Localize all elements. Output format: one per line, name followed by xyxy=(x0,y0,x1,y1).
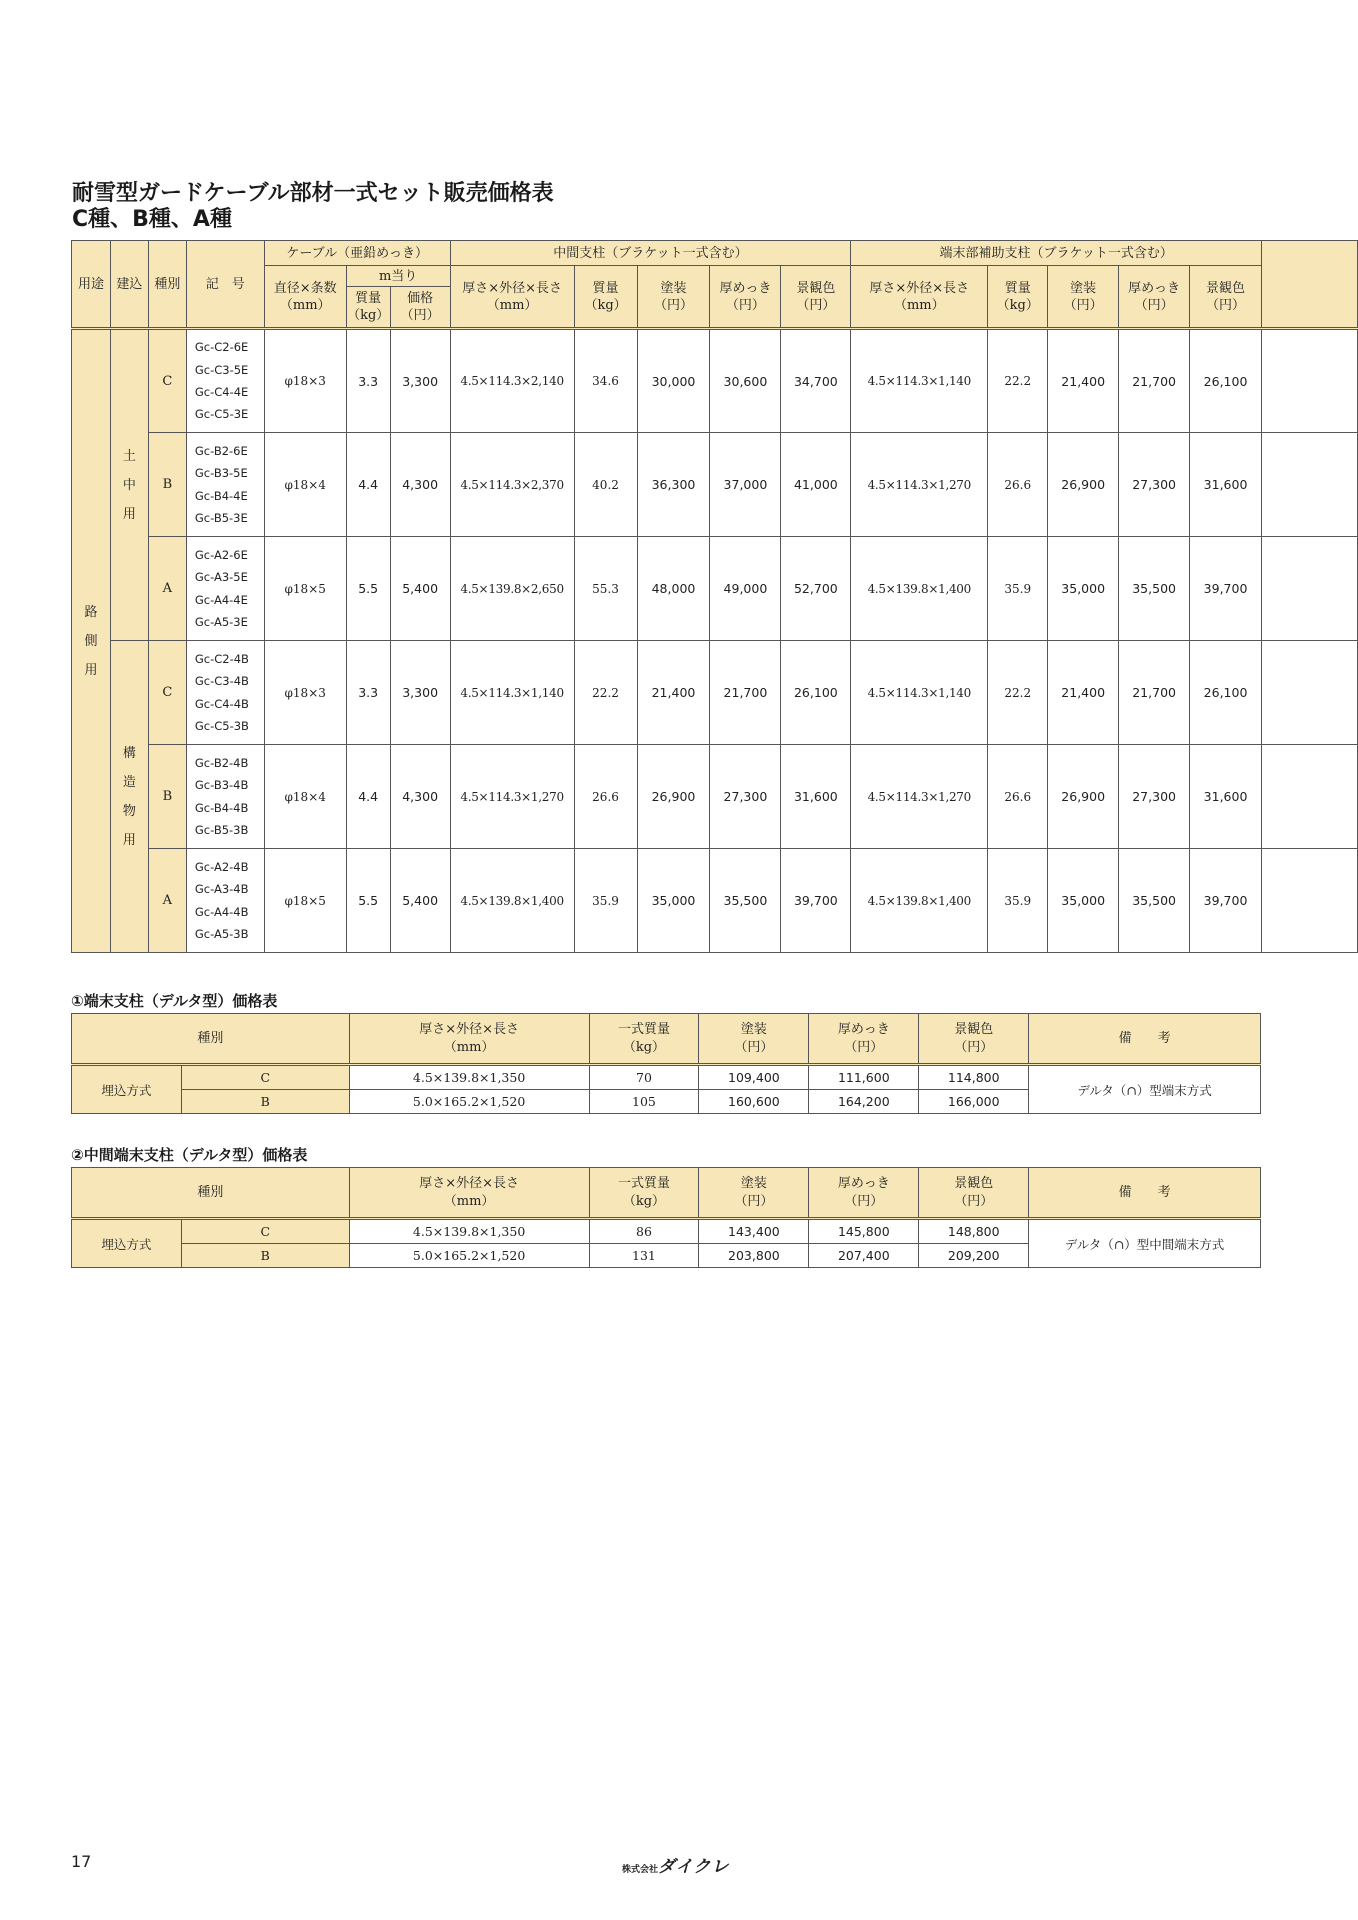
mid-paint-cell: 21,400 xyxy=(637,641,710,745)
mid-paint-cell: 36,300 xyxy=(637,433,710,537)
t2-b-mass: 131 xyxy=(589,1244,699,1268)
mid-mass-cell: 35.9 xyxy=(574,849,637,953)
t1-c-scenic: 114,800 xyxy=(919,1065,1029,1090)
end-paint-cell: 35,000 xyxy=(1048,537,1119,641)
cable-mass-cell: 3.3 xyxy=(346,329,390,433)
main-price-table xyxy=(71,240,1358,953)
mid-paint-cell: 26,900 xyxy=(637,745,710,849)
header-end-plating: 厚めっき （円） xyxy=(1119,266,1190,329)
cable-price-cell: 3,300 xyxy=(390,329,450,433)
logo-small-text: 株式会社 xyxy=(622,1865,659,1875)
header-end-paint: 塗装 （円） xyxy=(1048,266,1119,329)
mid-plating-cell: 21,700 xyxy=(710,641,781,745)
header-tanmatsu-group: 端末部補助支柱（ブラケット一式含む） xyxy=(851,241,1262,266)
end-scenic-cell: 31,600 xyxy=(1190,745,1262,849)
header-mid-paint: 塗装 （円） xyxy=(637,266,710,329)
page-number: 17 xyxy=(71,1852,92,1871)
cable-diameter-cell: φ18×3 xyxy=(264,641,346,745)
header-shubetsu: 種別 xyxy=(148,241,186,329)
table2 xyxy=(71,1167,1261,1268)
t2-method: 埋込方式 xyxy=(72,1219,182,1268)
t1-header-mass: 一式質量 （kg） xyxy=(589,1014,699,1065)
mid-mass-cell: 34.6 xyxy=(574,329,637,433)
mid-paint-cell: 35,000 xyxy=(637,849,710,953)
header-end-scenic: 景観色 （円） xyxy=(1190,266,1262,329)
youto-cell: 路 側 用 xyxy=(72,329,111,953)
blank-cell xyxy=(1262,745,1358,849)
mid-mass-cell: 55.3 xyxy=(574,537,637,641)
t2-remarks: デルタ（∩）型中間端末方式 xyxy=(1029,1219,1261,1268)
t2-type-b: B xyxy=(181,1244,349,1268)
header-blank xyxy=(1262,241,1358,329)
t1-remarks: デルタ（∩）型端末方式 xyxy=(1029,1065,1261,1114)
t2-c-mass: 86 xyxy=(589,1219,699,1244)
t1-type-c: C xyxy=(181,1065,349,1090)
table-row xyxy=(72,745,1358,849)
t1-c-mass: 70 xyxy=(589,1065,699,1090)
blank-cell xyxy=(1262,433,1358,537)
t2-b-paint: 203,800 xyxy=(699,1244,809,1268)
cable-diameter-cell: φ18×5 xyxy=(264,537,346,641)
cable-diameter-cell: φ18×5 xyxy=(264,849,346,953)
header-cable-mass: 質量 （kg） xyxy=(346,287,390,329)
page-title xyxy=(72,181,554,233)
end-scenic-cell: 31,600 xyxy=(1190,433,1262,537)
end-plating-cell: 21,700 xyxy=(1119,641,1190,745)
mid-scenic-cell: 41,000 xyxy=(781,433,851,537)
blank-cell xyxy=(1262,849,1358,953)
mid-dims-cell: 4.5×114.3×1,270 xyxy=(450,745,574,849)
mid-scenic-cell: 39,700 xyxy=(781,849,851,953)
end-plating-cell: 27,300 xyxy=(1119,745,1190,849)
mid-scenic-cell: 52,700 xyxy=(781,537,851,641)
t2-header-paint: 塗装 （円） xyxy=(699,1168,809,1219)
cable-price-cell: 4,300 xyxy=(390,745,450,849)
t1-header-dims: 厚さ×外径×長さ （mm） xyxy=(349,1014,589,1065)
t2-header-shubetsu: 種別 xyxy=(72,1168,350,1219)
t2-header-plating: 厚めっき （円） xyxy=(809,1168,919,1219)
end-mass-cell: 26.6 xyxy=(988,433,1048,537)
company-logo xyxy=(622,1852,729,1877)
mid-plating-cell: 37,000 xyxy=(710,433,781,537)
code-cell: Gc-C2-4B Gc-C3-4B Gc-C4-4B Gc-C5-3B xyxy=(186,641,264,745)
cable-mass-cell: 5.5 xyxy=(346,849,390,953)
cable-price-cell: 5,400 xyxy=(390,849,450,953)
blank-cell xyxy=(1262,641,1358,745)
mid-mass-cell: 40.2 xyxy=(574,433,637,537)
mid-paint-cell: 30,000 xyxy=(637,329,710,433)
t2-c-scenic: 148,800 xyxy=(919,1219,1029,1244)
end-mass-cell: 22.2 xyxy=(988,641,1048,745)
cable-price-cell: 5,400 xyxy=(390,537,450,641)
end-paint-cell: 21,400 xyxy=(1048,641,1119,745)
table1-title: ①端末支柱（デルタ型）価格表 xyxy=(71,992,278,1010)
t2-b-scenic: 209,200 xyxy=(919,1244,1029,1268)
t1-b-plating: 164,200 xyxy=(809,1090,919,1114)
t2-header-mass: 一式質量 （kg） xyxy=(589,1168,699,1219)
mid-plating-cell: 35,500 xyxy=(710,849,781,953)
table-row xyxy=(72,537,1358,641)
mid-plating-cell: 27,300 xyxy=(710,745,781,849)
cable-mass-cell: 4.4 xyxy=(346,433,390,537)
end-plating-cell: 35,500 xyxy=(1119,849,1190,953)
t2-b-plating: 207,400 xyxy=(809,1244,919,1268)
end-plating-cell: 35,500 xyxy=(1119,537,1190,641)
header-cable-price: 価格 （円） xyxy=(390,287,450,329)
header-tatekomi: 建込 xyxy=(110,241,148,329)
tatekomi-cell: 土 中 用 xyxy=(110,329,148,641)
table1 xyxy=(71,1013,1261,1114)
header-youto: 用途 xyxy=(72,241,111,329)
type-cell: B xyxy=(148,745,186,849)
cable-mass-cell: 5.5 xyxy=(346,537,390,641)
mid-dims-cell: 4.5×139.8×1,400 xyxy=(450,849,574,953)
t2-header-scenic: 景観色 （円） xyxy=(919,1168,1029,1219)
code-cell: Gc-B2-6E Gc-B3-5E Gc-B4-4E Gc-B5-3E xyxy=(186,433,264,537)
t1-c-plating: 111,600 xyxy=(809,1065,919,1090)
t1-c-dims: 4.5×139.8×1,350 xyxy=(349,1065,589,1090)
t1-b-paint: 160,600 xyxy=(699,1090,809,1114)
end-paint-cell: 21,400 xyxy=(1048,329,1119,433)
type-cell: A xyxy=(148,849,186,953)
t2-type-c: C xyxy=(181,1219,349,1244)
end-dims-cell: 4.5×114.3×1,140 xyxy=(851,641,988,745)
blank-cell xyxy=(1262,537,1358,641)
mid-dims-cell: 4.5×139.8×2,650 xyxy=(450,537,574,641)
header-end-mass: 質量 （kg） xyxy=(988,266,1048,329)
t1-b-scenic: 166,000 xyxy=(919,1090,1029,1114)
cable-diameter-cell: φ18×4 xyxy=(264,745,346,849)
end-plating-cell: 27,300 xyxy=(1119,433,1190,537)
mid-dims-cell: 4.5×114.3×2,140 xyxy=(450,329,574,433)
mid-paint-cell: 48,000 xyxy=(637,537,710,641)
end-dims-cell: 4.5×139.8×1,400 xyxy=(851,849,988,953)
t1-method: 埋込方式 xyxy=(72,1065,182,1114)
code-cell: Gc-A2-6E Gc-A3-5E Gc-A4-4E Gc-A5-3E xyxy=(186,537,264,641)
t1-type-b: B xyxy=(181,1090,349,1114)
t1-header-scenic: 景観色 （円） xyxy=(919,1014,1029,1065)
header-mid-scenic: 景観色 （円） xyxy=(781,266,851,329)
cable-diameter-cell: φ18×3 xyxy=(264,329,346,433)
cable-mass-cell: 3.3 xyxy=(346,641,390,745)
end-mass-cell: 35.9 xyxy=(988,849,1048,953)
t2-c-plating: 145,800 xyxy=(809,1219,919,1244)
end-mass-cell: 35.9 xyxy=(988,537,1048,641)
header-kigou: 記 号 xyxy=(186,241,264,329)
table2-title: ②中間端末支柱（デルタ型）価格表 xyxy=(71,1146,308,1164)
end-scenic-cell: 39,700 xyxy=(1190,849,1262,953)
end-scenic-cell: 26,100 xyxy=(1190,329,1262,433)
cable-price-cell: 4,300 xyxy=(390,433,450,537)
header-diameter: 直径×条数 （mm） xyxy=(264,266,346,329)
end-scenic-cell: 39,700 xyxy=(1190,537,1262,641)
type-cell: B xyxy=(148,433,186,537)
t2-b-dims: 5.0×165.2×1,520 xyxy=(349,1244,589,1268)
header-mid-plating: 厚めっき （円） xyxy=(710,266,781,329)
t2-c-dims: 4.5×139.8×1,350 xyxy=(349,1219,589,1244)
code-cell: Gc-C2-6E Gc-C3-5E Gc-C4-4E Gc-C5-3E xyxy=(186,329,264,433)
mid-scenic-cell: 34,700 xyxy=(781,329,851,433)
table-row xyxy=(72,849,1358,953)
mid-mass-cell: 26.6 xyxy=(574,745,637,849)
t1-c-paint: 109,400 xyxy=(699,1065,809,1090)
t1-b-dims: 5.0×165.2×1,520 xyxy=(349,1090,589,1114)
cable-price-cell: 3,300 xyxy=(390,641,450,745)
end-mass-cell: 26.6 xyxy=(988,745,1048,849)
title-line2: C種、B種、A種 xyxy=(72,207,232,232)
table-row xyxy=(72,641,1358,745)
end-dims-cell: 4.5×114.3×1,270 xyxy=(851,745,988,849)
tatekomi-cell: 構 造 物 用 xyxy=(110,641,148,953)
table-row xyxy=(72,433,1358,537)
t1-header-plating: 厚めっき （円） xyxy=(809,1014,919,1065)
mid-plating-cell: 30,600 xyxy=(710,329,781,433)
t2-header-remarks: 備 考 xyxy=(1029,1168,1261,1219)
end-dims-cell: 4.5×114.3×1,140 xyxy=(851,329,988,433)
header-mid-dims: 厚さ×外径×長さ （mm） xyxy=(450,266,574,329)
mid-scenic-cell: 26,100 xyxy=(781,641,851,745)
end-plating-cell: 21,700 xyxy=(1119,329,1190,433)
end-paint-cell: 26,900 xyxy=(1048,745,1119,849)
type-cell: A xyxy=(148,537,186,641)
cable-mass-cell: 4.4 xyxy=(346,745,390,849)
main-table-body xyxy=(72,329,1358,953)
header-end-dims: 厚さ×外径×長さ （mm） xyxy=(851,266,988,329)
end-paint-cell: 35,000 xyxy=(1048,849,1119,953)
end-paint-cell: 26,900 xyxy=(1048,433,1119,537)
t1-b-mass: 105 xyxy=(589,1090,699,1114)
header-cable-group: ケーブル（亜鉛めっき） xyxy=(264,241,450,266)
code-cell: Gc-A2-4B Gc-A3-4B Gc-A4-4B Gc-A5-3B xyxy=(186,849,264,953)
code-cell: Gc-B2-4B Gc-B3-4B Gc-B4-4B Gc-B5-3B xyxy=(186,745,264,849)
mid-scenic-cell: 31,600 xyxy=(781,745,851,849)
mid-plating-cell: 49,000 xyxy=(710,537,781,641)
end-dims-cell: 4.5×139.8×1,400 xyxy=(851,537,988,641)
header-mid-mass: 質量 （kg） xyxy=(574,266,637,329)
t2-header-dims: 厚さ×外径×長さ （mm） xyxy=(349,1168,589,1219)
logo-main-text: ダイクレ xyxy=(658,1857,730,1877)
t1-header-remarks: 備 考 xyxy=(1029,1014,1261,1065)
mid-mass-cell: 22.2 xyxy=(574,641,637,745)
end-dims-cell: 4.5×114.3×1,270 xyxy=(851,433,988,537)
type-cell: C xyxy=(148,329,186,433)
header-chukan-group: 中間支柱（ブラケット一式含む） xyxy=(450,241,851,266)
t1-header-paint: 塗装 （円） xyxy=(699,1014,809,1065)
mid-dims-cell: 4.5×114.3×1,140 xyxy=(450,641,574,745)
blank-cell xyxy=(1262,329,1358,433)
end-scenic-cell: 26,100 xyxy=(1190,641,1262,745)
table-row xyxy=(72,329,1358,433)
t2-c-paint: 143,400 xyxy=(699,1219,809,1244)
cable-diameter-cell: φ18×4 xyxy=(264,433,346,537)
t1-header-shubetsu: 種別 xyxy=(72,1014,350,1065)
mid-dims-cell: 4.5×114.3×2,370 xyxy=(450,433,574,537)
title-line1: 耐雪型ガードケーブル部材一式セット販売価格表 xyxy=(72,181,554,206)
header-m-atari: m当り xyxy=(346,266,450,287)
type-cell: C xyxy=(148,641,186,745)
end-mass-cell: 22.2 xyxy=(988,329,1048,433)
